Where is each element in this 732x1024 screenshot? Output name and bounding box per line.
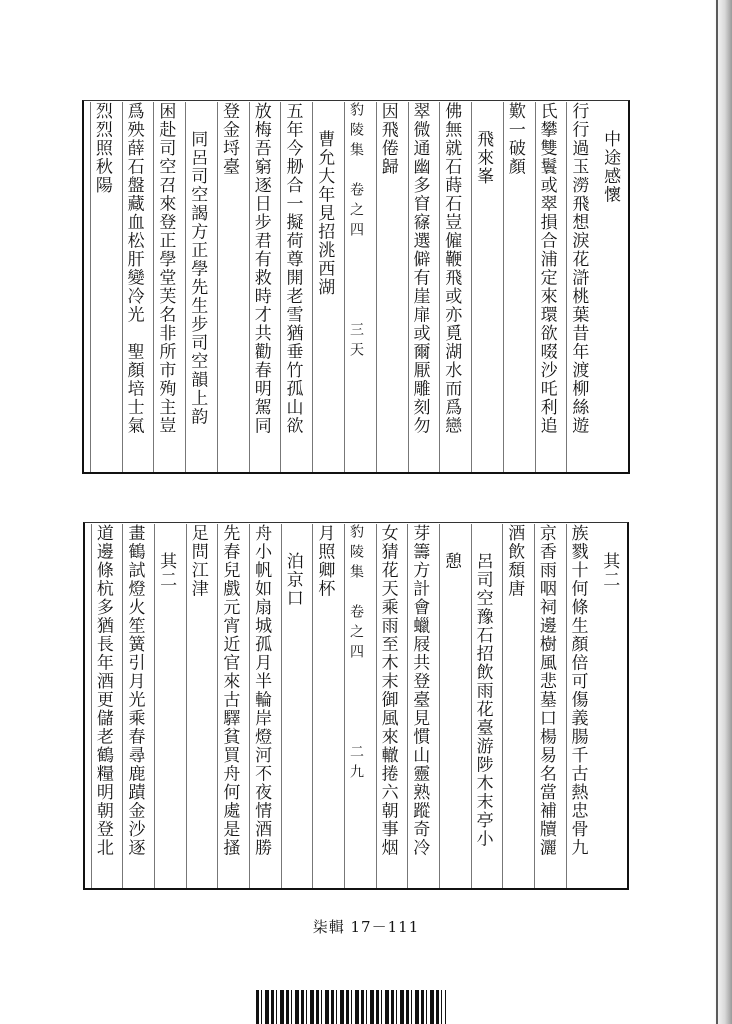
text-column: 歎一破顏 [503, 102, 526, 472]
text-column: 同呂司空謁方正學先生步司空韻上韵 [185, 102, 208, 472]
bottom-text-panel [83, 522, 629, 890]
text-column: 曹允大年見招洮西湖 [312, 102, 335, 472]
barcode-strip [256, 990, 446, 1024]
text-column: 舟小帆如扇城孤月半輪岸燈河不夜情酒勝 [249, 524, 272, 888]
text-column: 月照卿杯 [312, 524, 335, 888]
text-column: 其二 [154, 524, 177, 888]
text-column: 女猜花天乘雨至木末御風來轍捲六朝事烟 [376, 524, 399, 888]
text-column: 登金埒臺 [217, 102, 240, 472]
running-header-column: 豹陵集 卷之四 二九 [344, 524, 367, 888]
text-column: 因飛倦歸 [376, 102, 399, 472]
page-footer-label: 柒輯 17－111 [312, 918, 420, 936]
text-column: 放梅吾窮逐日步君有救時才共勸春明駕同 [249, 102, 272, 472]
text-column: 行行過玉澇飛想淚花滸桃葉昔年渡柳絲遊 [566, 102, 589, 472]
text-column: 族戮十何條生顏倍可傷義腸千古熱忠骨九 [566, 524, 589, 888]
text-column: 爲殃薛石盤藏血松肝變冷光 聖顏培士氣 [122, 102, 145, 472]
text-column: 芽籌方計會蠟屐共登臺見慣山靈熟蹤奇冷 [407, 524, 430, 888]
running-header-column: 豹陵集 卷之四 三天 [344, 102, 367, 472]
text-column: 畫鶴試燈火笙簧引月光乘春尋鹿蹟金沙逐 [122, 524, 145, 888]
top-text-panel [82, 100, 630, 474]
text-column: 其二 [599, 552, 620, 589]
page-edge-line [716, 0, 718, 1024]
text-column: 泊京口 [281, 524, 304, 888]
text-column: 呂司空豫石招飲雨花臺游陟木末亭小 [471, 524, 494, 888]
text-column: 困赴司空召來登正學堂芙名非所市殉主豈 [153, 102, 176, 472]
text-column: 中途感懷 [600, 130, 621, 204]
text-column: 飛來峯 [471, 102, 494, 472]
text-column: 翠微通幽多窅窱選僻有崖扉或爾厭雕刻勿 [408, 102, 431, 472]
text-column: 道邊條杭多猶長年酒更儲老鶴糧明朝登北 [91, 524, 114, 888]
text-column: 佛無就石蒔石豈僱鞭飛或亦覓湖水而爲戀 [439, 102, 462, 472]
text-column: 京香雨咽祠邊樹風悲墓口楊易名當補牘灑 [534, 524, 557, 888]
text-column: 先春兒戲元宵近官來古驛貧買舟何處是搔 [217, 524, 240, 888]
text-column: 烈烈照秋陽 [90, 102, 113, 472]
text-column: 酒飲頹唐 [502, 524, 525, 888]
text-column: 憩 [439, 524, 462, 888]
text-column: 足問江津 [186, 524, 209, 888]
text-column: 氏攀雙鬟或翠損合浦定來環欲啜沙吒利追 [535, 102, 558, 472]
text-column: 五年今刱合一擬荷尊開老雪猶垂竹孤山欲 [280, 102, 303, 472]
